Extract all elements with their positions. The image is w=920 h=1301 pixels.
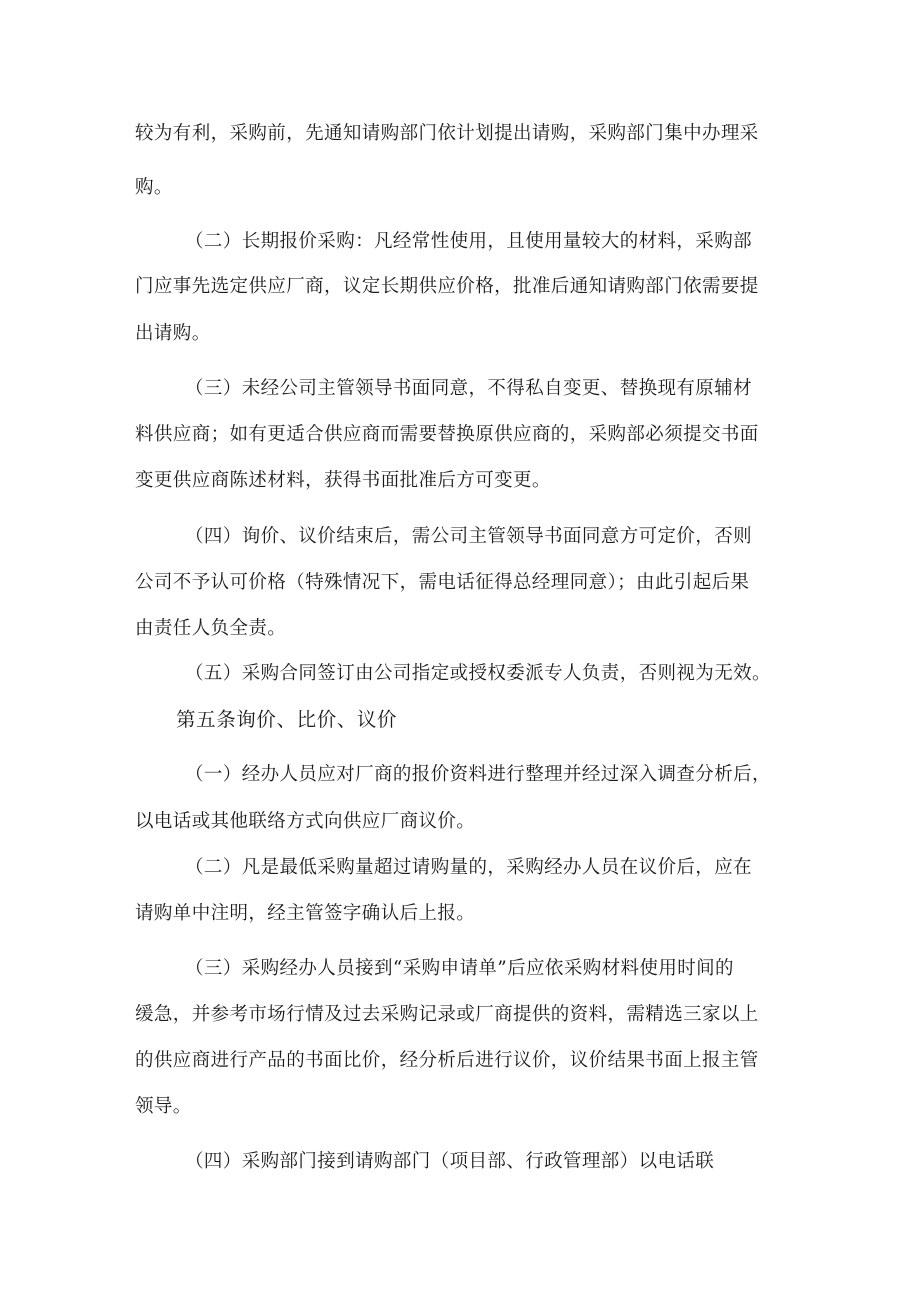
text-line: （二）凡是最低采购量超过请购量的，采购经办人员在议价后，应在 [185,857,753,878]
text-line: （二）长期报价采购：凡经常性使用，且使用量较大的材料，采购部 [185,231,753,252]
text-line: （四）询价、议价结束后，需公司主管领导书面同意方可定价，否则 [185,526,753,547]
section-heading: 第五条询价、比价、议价 [176,708,398,731]
text-line: 较为有利，采购前，先通知请购部门依计划提出请购，采购部门集中办理采 [135,123,759,144]
text-line: 缓急，并参考市场行情及过去采购记录或厂商提供的资料，需精选三家以上 [135,1004,759,1025]
text-line: 购。 [135,177,173,198]
text-line: 门应事先选定供应厂商，议定长期供应价格，批准后通知请购部门依需要提 [135,276,759,297]
text-line: 由责任人负全责。 [135,618,287,639]
text-line: （五）采购合同签订由公司指定或授权委派专人负责，否则视为无效。 [185,663,771,684]
text-line: 料供应商；如有更适合供应商而需要替换原供应商的，采购部必须提交书面 [135,424,759,445]
text-line: （三）未经公司主管领导书面同意，不得私自变更、替换现有原辅材 [185,378,753,399]
text-line: 的供应商进行产品的书面比价，经分析后进行议价，议价结果书面上报主管 [135,1050,759,1071]
text-line: 领导。 [135,1096,192,1117]
text-line: 出请购。 [135,323,211,344]
text-line: 公司不予认可价格（特殊情况下，需电话征得总经理同意）；由此引起后果 [135,572,750,593]
text-line: 请购单中注明，经主管签字确认后上报。 [135,903,476,924]
text-line: 以电话或其他联络方式向供应厂商议价。 [135,811,476,832]
text-line: （一）经办人员应对厂商的报价资料进行整理并经过深入调查分析后， [185,764,771,785]
text-line: （三）采购经办人员接到“采购申请单”后应依采购材料使用时间的 [185,958,734,979]
text-line: 变更供应商陈述材料，获得书面批准后方可变更。 [135,470,551,491]
text-line: （四）采购部门接到请购部门（项目部、行政管理部）以电话联 [185,1151,715,1172]
